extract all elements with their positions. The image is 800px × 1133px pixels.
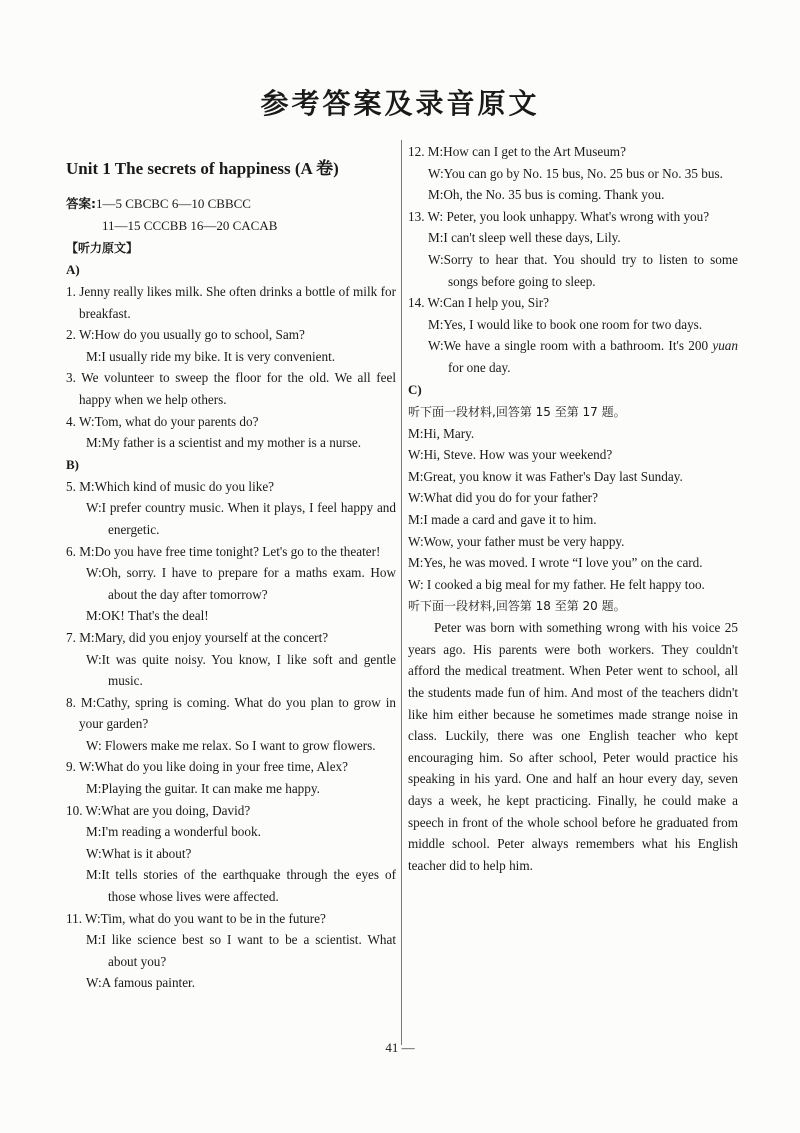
dialogue-line-7: M:Yes, he was moved. I wrote “I love you” on the card. bbox=[408, 555, 703, 571]
right-column bbox=[408, 141, 738, 876]
answer-key bbox=[66, 193, 396, 215]
dialogue-line-1: M:Hi, Mary. bbox=[408, 425, 475, 441]
item-11-speaker-w-2: W:A famous painter. bbox=[86, 975, 196, 991]
column-divider bbox=[401, 140, 402, 1045]
page-number: 41 — bbox=[385, 1040, 415, 1055]
item-10-speaker-w: 10. W:What are you doing, David? bbox=[66, 802, 251, 818]
item-6-speaker-m: 6. M:Do you have free time tonight? Let's go to the theater! bbox=[66, 543, 381, 559]
item-2-speaker-w: 2. W:How do you usually go to school, Sam? bbox=[66, 327, 305, 343]
item-7-speaker-m: 7. M:Mary, did you enjoy yourself at the concert? bbox=[66, 629, 329, 645]
section-c-label: C) bbox=[408, 381, 422, 397]
passage-text: Peter was born with something wrong with his voice 25 years ago. His parents were both workers. They couldn't afford the medical treatment. When Peter went to school, all the students made fun of him. And most of the teachers didn't like him either because he sometimes made strange noise in class. Luckily, there was one English teacher who kept encouraging him. So after school, Peter would practice his speaking in his yard. One and half an hour every day, seven days a week, he kept practicing. Finally, he could make a speech in front of the whole school before he graduated from middle school. Peter always remembers what his English teacher did to help him. bbox=[408, 620, 738, 873]
answer-line-2: 11—15 CCCBB 16—20 CACAB bbox=[102, 218, 278, 233]
dialogue-line-6: W:Wow, your father must be very happy. bbox=[408, 533, 625, 549]
item-14-speaker-w: 14. W:Can I help you, Sir? bbox=[408, 295, 550, 311]
item-12-speaker-m-2: M:Oh, the No. 35 bus is coming. Thank you. bbox=[428, 187, 665, 203]
dialogue-line-8: W: I cooked a big meal for my father. He felt happy too. bbox=[408, 576, 705, 592]
dialogue-line-4: W:What did you do for your father? bbox=[408, 490, 598, 506]
item-10-speaker-w-2: W:What is it about? bbox=[86, 845, 192, 861]
item-4-speaker-w: 4. W:Tom, what do your parents do? bbox=[66, 413, 259, 429]
item-8-speaker-w: W: Flowers make me relax. So I want to grow flowers. bbox=[86, 737, 376, 753]
item-7-speaker-w: W:It was quite noisy. You know, I like soft and gentle music. bbox=[86, 651, 396, 689]
item-9-speaker-m: M:Playing the guitar. It can make me happy. bbox=[86, 781, 320, 797]
item-14-text-b: for one day. bbox=[448, 359, 511, 375]
item-2-speaker-m: M:I usually ride my bike. It is very convenient. bbox=[86, 348, 336, 364]
item-10-speaker-m: M:I'm reading a wonderful book. bbox=[86, 824, 261, 840]
item-1: 1. Jenny really likes milk. She often drinks a bottle of milk for breakfast. bbox=[66, 284, 396, 321]
item-9-speaker-w: 9. W:What do you like doing in your free time, Alex? bbox=[66, 759, 348, 775]
item-14-speaker-m: M:Yes, I would like to book one room for two days. bbox=[428, 316, 703, 332]
listening-heading: 【听力原文】 bbox=[66, 241, 139, 255]
unit-title: Unit 1 The secrets of happiness (A 卷) bbox=[66, 159, 339, 178]
answer-line-1: 1—5 CBCBC 6—10 CBBCC bbox=[96, 196, 251, 211]
item-3: 3. We volunteer to sweep the floor for the old. We all feel happy when we help others. bbox=[66, 370, 396, 407]
item-11-speaker-m: M:I like science best so I want to be a scientist. What about you? bbox=[86, 932, 396, 969]
item-5-speaker-m: 5. M:Which kind of music do you like? bbox=[66, 478, 275, 494]
item-4-speaker-m: M:My father is a scientist and my mother is a nurse. bbox=[86, 435, 362, 451]
item-5-speaker-w: W:I prefer country music. When it plays, I feel happy and energetic. bbox=[86, 500, 396, 537]
item-13-speaker-w-2: W:Sorry to hear that. You should try to listen to some songs before going to sleep. bbox=[428, 251, 738, 289]
section-a-label: A) bbox=[66, 262, 80, 277]
item-11-speaker-w: 11. W:Tim, what do you want to be in the future? bbox=[66, 910, 326, 926]
left-column bbox=[66, 146, 396, 994]
item-10-speaker-m-2: M:It tells stories of the earthquake through the eyes of those whose lives were affected. bbox=[86, 867, 396, 905]
item-6-speaker-m-2: M:OK! That's the deal! bbox=[86, 608, 209, 624]
item-12-speaker-m: 12. M:How can I get to the Art Museum? bbox=[408, 144, 626, 159]
answer-label: 答案: bbox=[66, 196, 96, 211]
instruction-15-17: 听下面一段材料,回答第 15 至第 17 题。 bbox=[408, 404, 626, 419]
dialogue-line-2: W:Hi, Steve. How was your weekend? bbox=[408, 447, 613, 463]
page-title: 参考答案及录音原文 bbox=[260, 87, 540, 120]
item-13-speaker-m: M:I can't sleep well these days, Lily. bbox=[428, 230, 621, 246]
dialogue-line-5: M:I made a card and gave it to him. bbox=[408, 511, 597, 527]
item-12-speaker-w: W:You can go by No. 15 bus, No. 25 bus or No. 35 bus. bbox=[428, 165, 723, 181]
item-14-speaker-w-2 bbox=[408, 335, 738, 378]
section-b-label: B) bbox=[66, 456, 79, 472]
item-6-speaker-w: W:Oh, sorry. I have to prepare for a maths exam. How about the day after tomorrow? bbox=[86, 565, 396, 602]
item-14-currency: yuan bbox=[712, 338, 738, 354]
item-13-speaker-w: 13. W: Peter, you look unhappy. What's wrong with you? bbox=[408, 208, 710, 224]
item-8-speaker-m: 8. M:Cathy, spring is coming. What do you plan to grow in your garden? bbox=[66, 694, 396, 732]
instruction-18-20: 听下面一段材料,回答第 18 至第 20 题。 bbox=[408, 599, 626, 614]
dialogue-line-3: M:Great, you know it was Father's Day last Sunday. bbox=[408, 468, 683, 484]
item-14-text-a: W:We have a single room with a bathroom. It's 200 bbox=[428, 338, 713, 354]
